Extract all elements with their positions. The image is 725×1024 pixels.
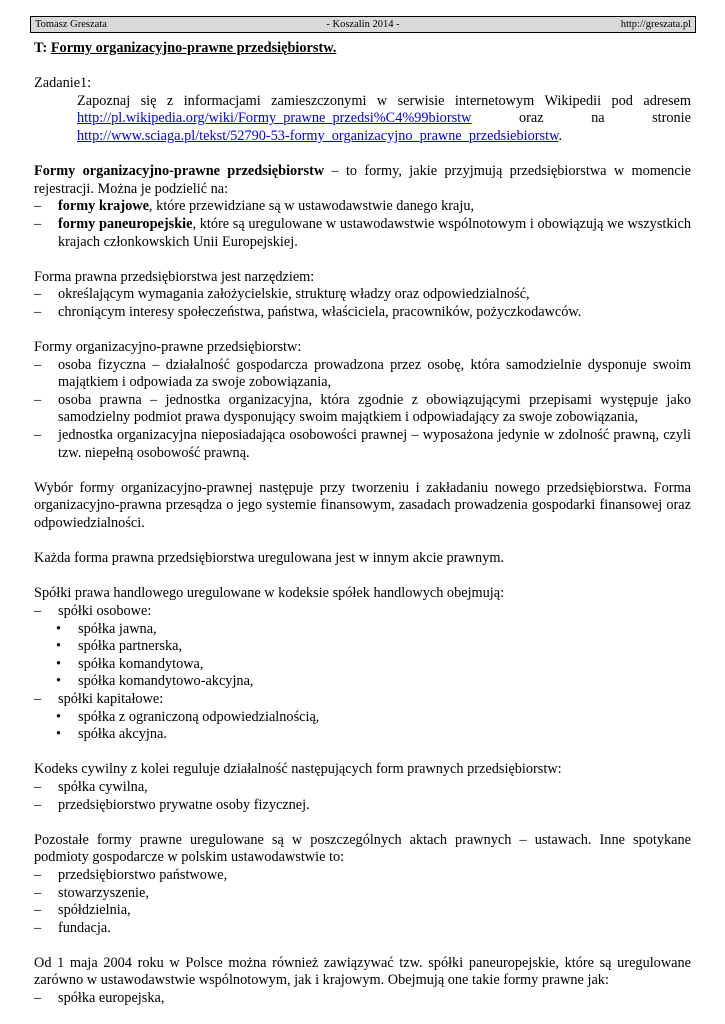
- intro-text: – to formy, jakie przyjmują przedsiębiorstwa w momencie rejestracji. Można je podzielić na:: [34, 163, 691, 197]
- sublist-item: • spółka akcyjna.: [34, 726, 691, 744]
- sublist-item: • spółka jawna,: [34, 621, 691, 639]
- list-item: – stowarzyszenie,: [34, 885, 691, 903]
- list-item: – przedsiębiorstwo prywatne osoby fizycznej.: [34, 797, 691, 815]
- list-item: – spółdzielnia,: [34, 902, 691, 920]
- list-item-text: , które przewidziane są w ustawodawstwie danego kraju,: [148, 198, 475, 215]
- task-text-before: Zapoznaj się z informacjami zamieszczonymi w serwisie internetowym Wikipedii pod adresem: [77, 92, 691, 109]
- capital-sublist: [34, 709, 691, 744]
- title-prefix: T:: [34, 40, 51, 56]
- list-item: – określającym wymagania założycielskie, strukturę władzy oraz odpowiedzialność,: [34, 286, 691, 304]
- sublist-item: • spółka z ograniczoną odpowiedzialnością,: [34, 709, 691, 727]
- document-title: [34, 40, 691, 58]
- other-list: [34, 867, 691, 937]
- list-item-bold: formy krajowe: [58, 198, 149, 215]
- forms-list: [34, 357, 691, 463]
- choice-paragraph: Wybór formy organizacyjno-prawnej następuje przy tworzeniu i zakładaniu nowego przedsiębiorstwa. Forma organizacyjno-prawna przesądza o jego systemie finansowym, zasadach prowadzenia gospodarki finansowej oraz odpowiedzialności.: [34, 479, 691, 532]
- list-item-text: , które są uregulowane w ustawodawstwie wspólnotowym i obowiązują we wszystkich krajach członkowskich Unii Europejskiej.: [58, 215, 691, 250]
- civil-lead: Kodeks cywilny z kolei reguluje działalność następujących form prawnych przedsiębiorstw:: [34, 761, 562, 778]
- intro-paragraph: [34, 163, 691, 198]
- page-header: [30, 16, 696, 33]
- list-item-bold: formy paneuropejskie: [58, 215, 193, 232]
- list-item: – chroniącym interesy społeczeństwa, państwa, właściciela, pracowników, pożyczkodawców.: [34, 304, 691, 322]
- personal-sublist: [34, 621, 691, 691]
- civil-list: [34, 779, 691, 814]
- header-location: - Koszalin 2014 -: [326, 19, 400, 30]
- task-text-after: .: [558, 127, 563, 144]
- task-label: Zadanie1:: [34, 75, 92, 92]
- list-item: [34, 198, 691, 216]
- capital-label: spółki kapitałowe:: [58, 690, 164, 707]
- list-item: – spółka europejska,: [34, 990, 691, 1008]
- header-author: Tomasz Greszata: [35, 19, 107, 30]
- list-item: – osoba prawna – jednostka organizacyjna, która zgodnie z obowiązującymi przepisami występuje jako samodzielny podmiot prawa dysponujący swoim majątkiem i odpowiadający za swoje zobowiązania,: [34, 392, 691, 427]
- companies-lead: Spółki prawa handlowego uregulowane w kodeksie spółek handlowych obejmują:: [34, 585, 505, 602]
- forms-lead: Formy organizacyjno-prawne przedsiębiorstw:: [34, 339, 302, 356]
- other-lead: Pozostałe formy prawne uregulowane są w poszczególnych aktach prawnych – ustawach. Inne spotykane podmioty gospodarcze w polskim ustawodawstwie to:: [34, 831, 691, 866]
- companies-list: [34, 603, 691, 744]
- sciaga-link[interactable]: http://www.sciaga.pl/tekst/52790-53-formy_organizacyjno_prawne_przedsiebiorstw: [77, 127, 559, 144]
- sublist-item: • spółka partnerska,: [34, 638, 691, 656]
- list-item: [34, 603, 691, 691]
- intro-list: [34, 198, 691, 251]
- list-item: – jednostka organizacyjna nieposiadająca osobowości prawnej – wyposażona jedynie w zdolność prawną, czyli tzw. niepełną osobowość prawną.: [34, 427, 691, 462]
- personal-label: spółki osobowe:: [58, 603, 152, 619]
- wikipedia-link[interactable]: http://pl.wikipedia.org/wiki/Formy_prawne_przedsi%C4%99biorstw: [77, 110, 472, 127]
- title-text: Formy organizacyjno-prawne przedsiębiorstw.: [50, 40, 337, 56]
- list-item: – osoba fizyczna – działalność gospodarcza prowadzona przez osobę, która samodzielnie dysponuje swoim majątkiem i odpowiada za swoje zobowiązania,: [34, 357, 691, 392]
- header-url: http://greszata.pl: [620, 19, 691, 30]
- list-item: – fundacja.: [34, 920, 691, 938]
- list-item: [34, 216, 691, 251]
- task-text-middle: oraz na stronie: [471, 110, 691, 127]
- list-item: – spółka cywilna,: [34, 779, 691, 797]
- regulated-paragraph: Każda forma prawna przedsiębiorstwa uregulowana jest w innym akcie prawnym.: [34, 550, 505, 567]
- list-item: – przedsiębiorstwo państwowe,: [34, 867, 691, 885]
- task-text: [34, 93, 691, 146]
- intro-bold: Formy organizacyjno-prawne przedsiębiorstw: [34, 163, 325, 180]
- list-item: [34, 691, 691, 744]
- sublist-item: • spółka komandytowo-akcyjna,: [34, 673, 691, 691]
- sublist-item: • spółka komandytowa,: [34, 656, 691, 674]
- european-lead: Od 1 maja 2004 roku w Polsce można również zawiązywać tzw. spółki paneuropejskie, które są uregulowane zarówno w ustawodawstwie wspólnotowym, jak i krajowym. Obejmują one takie formy prawne jak:: [34, 954, 691, 989]
- tool-list: [34, 286, 691, 321]
- tool-lead: Forma prawna przedsiębiorstwa jest narzędziem:: [34, 268, 315, 285]
- document-body: [34, 40, 691, 1008]
- european-list: [34, 990, 691, 1008]
